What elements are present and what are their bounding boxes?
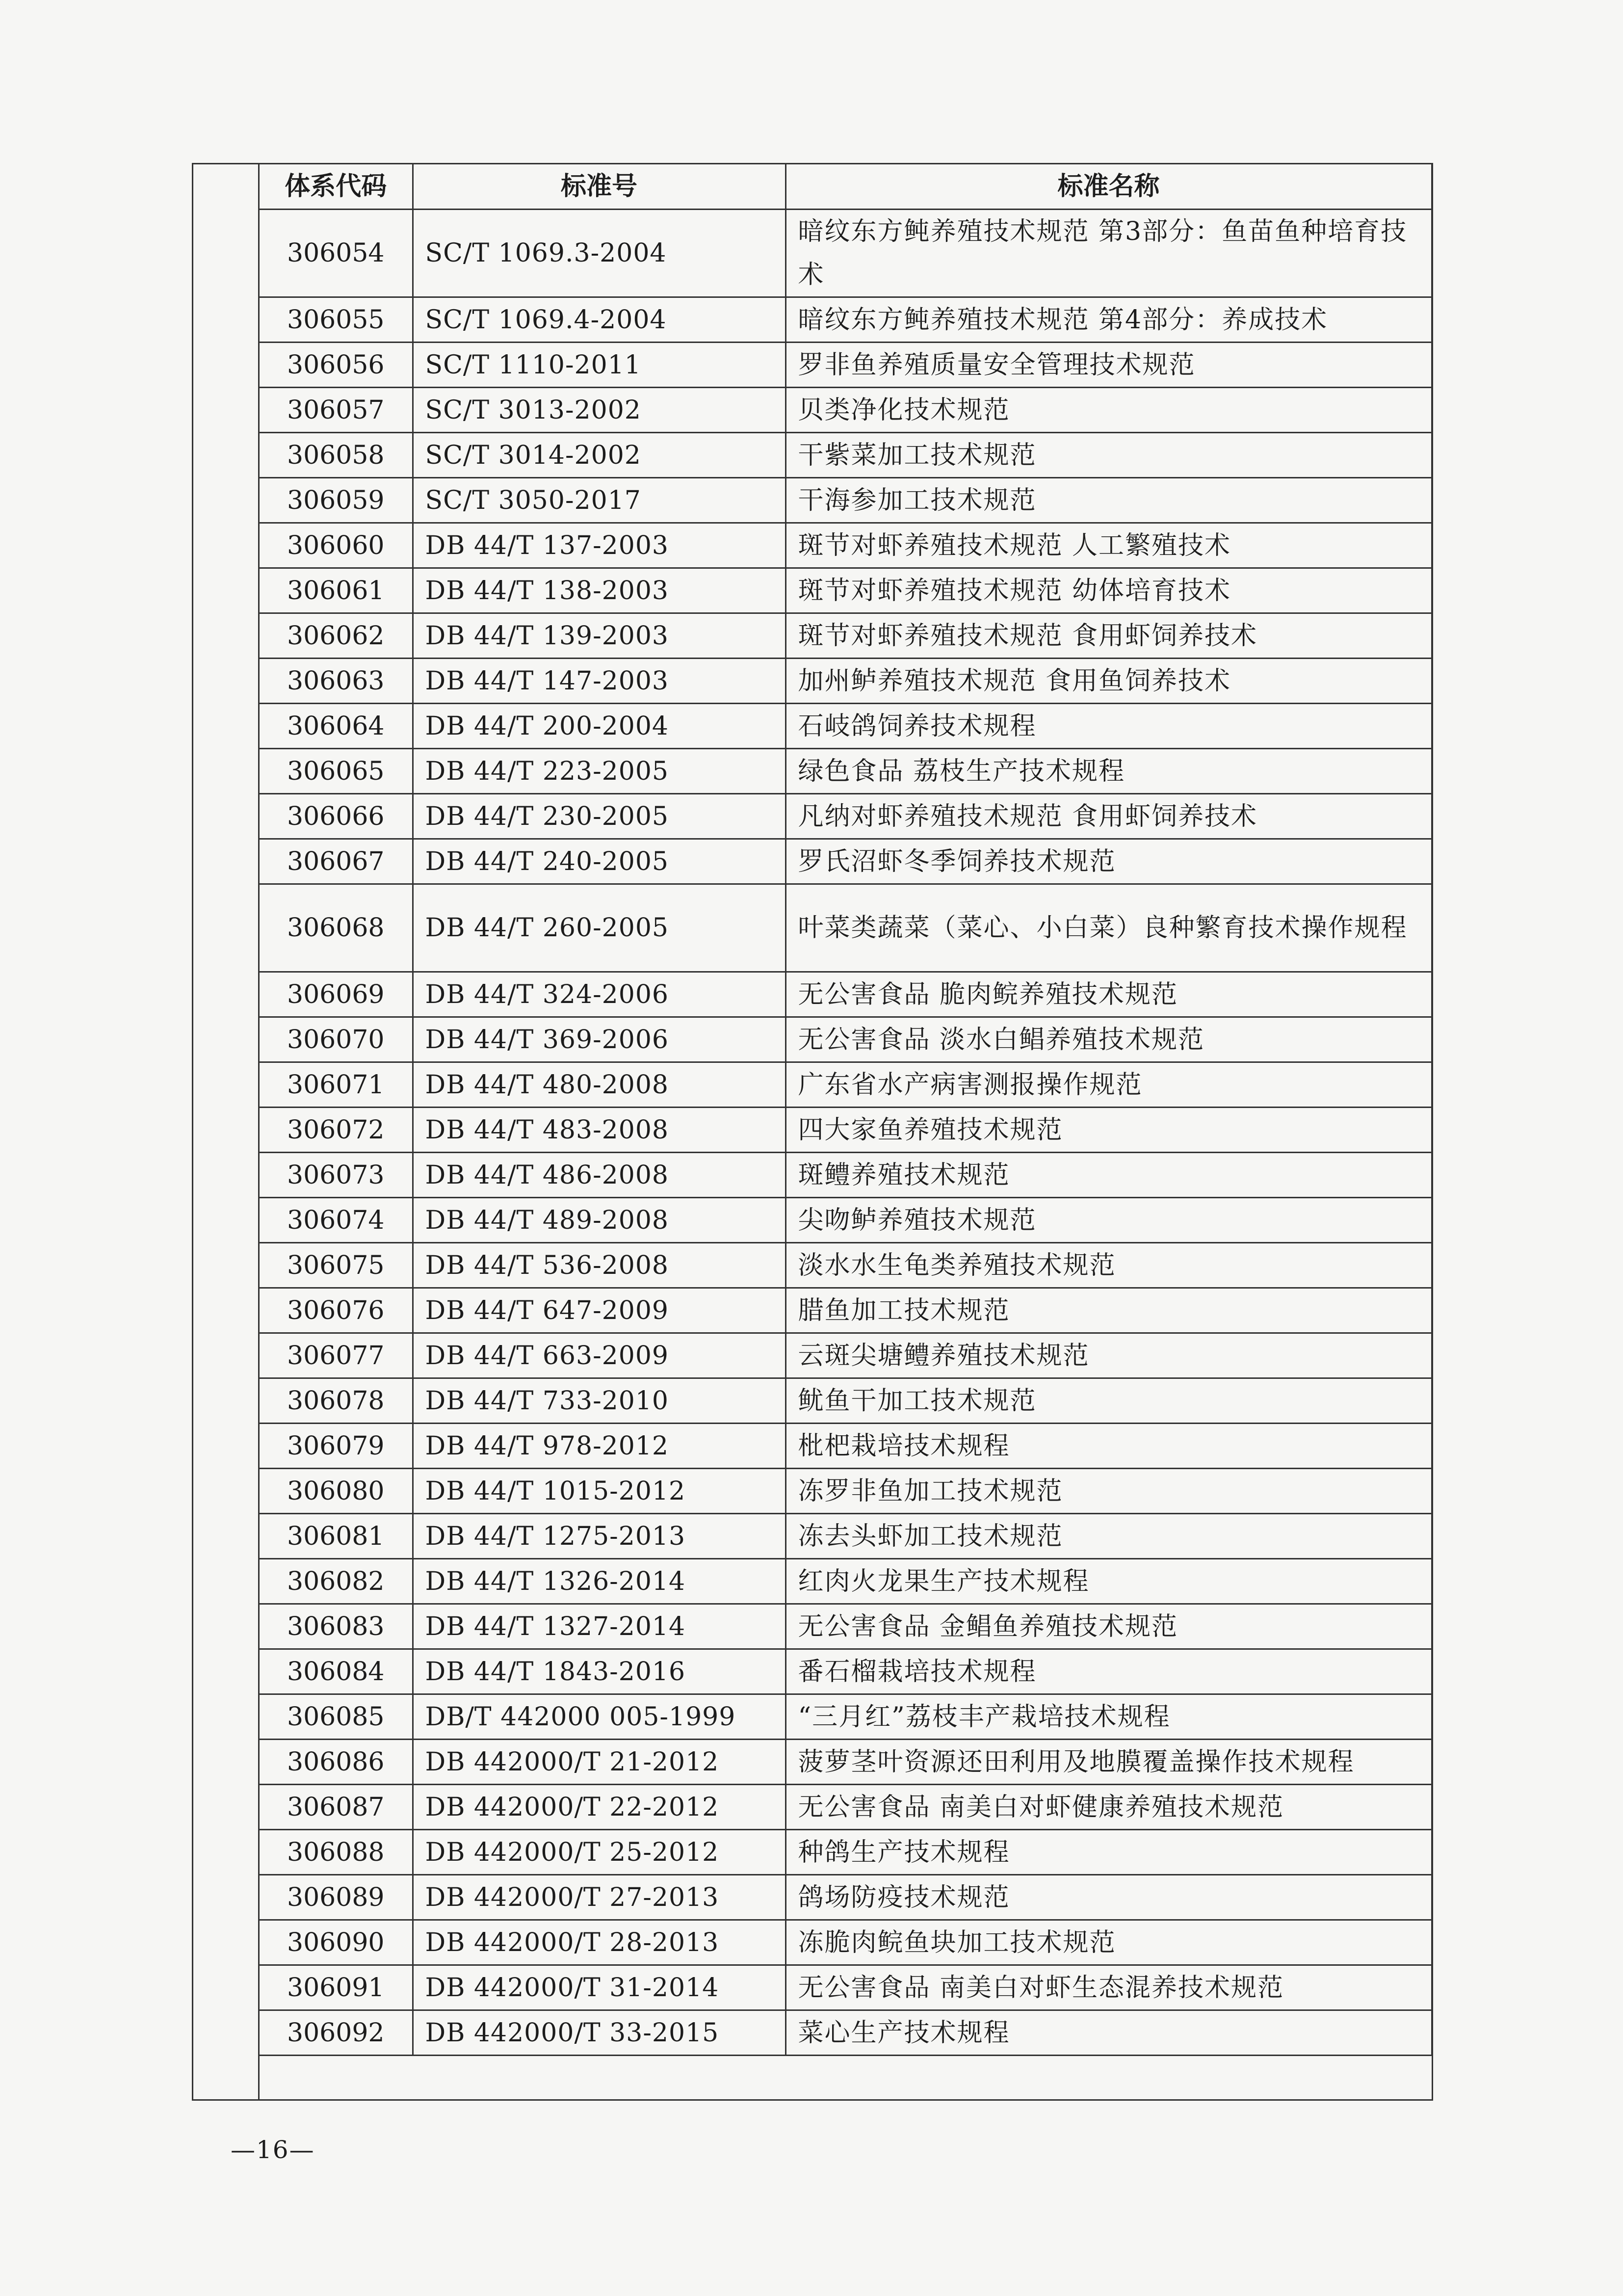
standard-name-cell: 淡水水生龟类养殖技术规范 (785, 1243, 1432, 1288)
standard-number-cell: DB 442000/T 28-2013 (413, 1920, 785, 1965)
standard-name-cell: 冻罗非鱼加工技术规范 (785, 1469, 1432, 1514)
system-code-cell: 306074 (260, 1198, 413, 1243)
system-code-cell: 306092 (260, 2010, 413, 2056)
standard-number-cell: DB 44/T 1275-2013 (413, 1514, 785, 1559)
system-code-cell: 306064 (260, 704, 413, 749)
system-code-cell: 306079 (260, 1424, 413, 1469)
system-code-cell: 306061 (260, 568, 413, 613)
system-code-cell: 306055 (260, 297, 413, 343)
header-standard-number: 标准号 (413, 164, 785, 210)
system-code-cell: 306088 (260, 1830, 413, 1875)
page-number: —16— (231, 2136, 315, 2164)
standard-name-cell: 凡纳对虾养殖技术规范 食用虾饲养技术 (785, 794, 1432, 839)
system-code-cell: 306065 (260, 749, 413, 794)
standard-name-cell: 冻去头虾加工技术规范 (785, 1514, 1432, 1559)
standard-name-cell: 无公害食品 金鲳鱼养殖技术规范 (785, 1604, 1432, 1649)
standard-number-cell: DB 44/T 223-2005 (413, 749, 785, 794)
table-row (260, 1740, 1432, 1785)
table-row (260, 1785, 1432, 1830)
standard-number-cell: DB 44/T 733-2010 (413, 1378, 785, 1424)
standard-name-cell: 绿色食品 荔枝生产技术规程 (785, 749, 1432, 794)
standard-number-cell: DB 44/T 483-2008 (413, 1108, 785, 1153)
standard-number-cell: DB 442000/T 22-2012 (413, 1785, 785, 1830)
standard-name-cell: 干紫菜加工技术规范 (785, 433, 1432, 478)
standard-number-cell: DB 44/T 137-2003 (413, 523, 785, 568)
standard-name-cell: 冻脆肉鲩鱼块加工技术规范 (785, 1920, 1432, 1965)
standard-number-cell: DB 44/T 663-2009 (413, 1333, 785, 1378)
standard-number-cell: DB 44/T 324-2006 (413, 972, 785, 1017)
standard-number-cell: DB 44/T 647-2009 (413, 1288, 785, 1333)
standard-number-cell: DB 44/T 1327-2014 (413, 1604, 785, 1649)
system-code-cell: 306068 (260, 884, 413, 972)
header-standard-name: 标准名称 (785, 164, 1432, 210)
table-row (260, 1378, 1432, 1424)
system-code-cell: 306090 (260, 1920, 413, 1965)
standard-name-cell: 鱿鱼干加工技术规范 (785, 1378, 1432, 1424)
standard-number-cell: DB/T 442000 005-1999 (413, 1694, 785, 1740)
table-row (260, 1153, 1432, 1198)
system-code-cell: 306086 (260, 1740, 413, 1785)
table-row (260, 1469, 1432, 1514)
system-code-cell: 306080 (260, 1469, 413, 1514)
standard-number-cell: DB 442000/T 21-2012 (413, 1740, 785, 1785)
table-row (260, 659, 1432, 704)
table-row (260, 1875, 1432, 1920)
system-code-cell: 306075 (260, 1243, 413, 1288)
standard-name-cell: 种鸽生产技术规程 (785, 1830, 1432, 1875)
standards-table-frame (192, 163, 1433, 2101)
standard-name-cell: 菜心生产技术规程 (785, 2010, 1432, 2056)
system-code-cell: 306063 (260, 659, 413, 704)
standard-number-cell: DB 44/T 147-2003 (413, 659, 785, 704)
standard-name-cell: 斑节对虾养殖技术规范 食用虾饲养技术 (785, 613, 1432, 659)
system-code-cell: 306058 (260, 433, 413, 478)
system-code-cell: 306084 (260, 1649, 413, 1694)
table-row (260, 1198, 1432, 1243)
standard-number-cell: SC/T 3050-2017 (413, 478, 785, 523)
table-row (260, 1017, 1432, 1062)
system-code-cell: 306082 (260, 1559, 413, 1604)
standard-name-cell: 枇杷栽培技术规程 (785, 1424, 1432, 1469)
system-code-cell: 306069 (260, 972, 413, 1017)
standard-number-cell: DB 44/T 369-2006 (413, 1017, 785, 1062)
standard-number-cell: DB 44/T 1015-2012 (413, 1469, 785, 1514)
standard-number-cell: DB 442000/T 25-2012 (413, 1830, 785, 1875)
category-column (193, 164, 260, 2099)
system-code-cell: 306056 (260, 343, 413, 388)
standard-number-cell: SC/T 1069.4-2004 (413, 297, 785, 343)
standard-number-cell: DB 44/T 536-2008 (413, 1243, 785, 1288)
standard-number-cell: DB 442000/T 33-2015 (413, 2010, 785, 2056)
system-code-cell: 306057 (260, 388, 413, 433)
system-code-cell: 306077 (260, 1333, 413, 1378)
table-row (260, 1424, 1432, 1469)
table-row (260, 433, 1432, 478)
table-row (260, 1108, 1432, 1153)
standard-name-cell: 暗纹东方鲀养殖技术规范 第4部分：养成技术 (785, 297, 1432, 343)
system-code-cell: 306089 (260, 1875, 413, 1920)
standard-number-cell: SC/T 1110-2011 (413, 343, 785, 388)
standard-number-cell: DB 44/T 1843-2016 (413, 1649, 785, 1694)
standard-name-cell: 斑节对虾养殖技术规范 幼体培育技术 (785, 568, 1432, 613)
table-row (260, 972, 1432, 1017)
table-row (260, 884, 1432, 972)
table-row (260, 343, 1432, 388)
standard-name-cell: 斑节对虾养殖技术规范 人工繁殖技术 (785, 523, 1432, 568)
standard-number-cell: DB 44/T 138-2003 (413, 568, 785, 613)
system-code-cell: 306066 (260, 794, 413, 839)
table-row (260, 1062, 1432, 1108)
table-row (260, 1514, 1432, 1559)
system-code-cell: 306062 (260, 613, 413, 659)
standard-name-cell: 贝类净化技术规范 (785, 388, 1432, 433)
system-code-cell: 306078 (260, 1378, 413, 1424)
system-code-cell: 306070 (260, 1017, 413, 1062)
standard-name-cell: 无公害食品 脆肉鲩养殖技术规范 (785, 972, 1432, 1017)
table-row (260, 388, 1432, 433)
standard-name-cell: 菠萝茎叶资源还田利用及地膜覆盖操作技术规程 (785, 1740, 1432, 1785)
standard-name-cell: 叶菜类蔬菜（菜心、小白菜）良种繁育技术操作规程 (785, 884, 1432, 972)
system-code-cell: 306072 (260, 1108, 413, 1153)
standard-name-cell: 番石榴栽培技术规程 (785, 1649, 1432, 1694)
standard-name-cell: 加州鲈养殖技术规范 食用鱼饲养技术 (785, 659, 1432, 704)
standard-name-cell: “三月红”荔枝丰产栽培技术规程 (785, 1694, 1432, 1740)
standard-name-cell: 红肉火龙果生产技术规程 (785, 1559, 1432, 1604)
system-code-cell: 306060 (260, 523, 413, 568)
standard-name-cell: 腊鱼加工技术规范 (785, 1288, 1432, 1333)
standard-name-cell: 鸽场防疫技术规范 (785, 1875, 1432, 1920)
standard-name-cell: 罗非鱼养殖质量安全管理技术规范 (785, 343, 1432, 388)
table-row (260, 478, 1432, 523)
table-row (260, 1288, 1432, 1333)
system-code-cell: 306054 (260, 210, 413, 297)
standard-name-cell: 无公害食品 南美白对虾生态混养技术规范 (785, 1965, 1432, 2010)
standard-number-cell: DB 44/T 230-2005 (413, 794, 785, 839)
standard-name-cell: 四大家鱼养殖技术规范 (785, 1108, 1432, 1153)
system-code-cell: 306091 (260, 1965, 413, 2010)
table-row (260, 210, 1432, 297)
standard-number-cell: DB 44/T 480-2008 (413, 1062, 785, 1108)
system-code-cell: 306076 (260, 1288, 413, 1333)
system-code-cell: 306073 (260, 1153, 413, 1198)
table-row (260, 1920, 1432, 1965)
system-code-cell: 306083 (260, 1604, 413, 1649)
standards-table (260, 164, 1433, 2056)
table-row (260, 2010, 1432, 2056)
system-code-cell: 306067 (260, 839, 413, 884)
standard-number-cell: DB 44/T 1326-2014 (413, 1559, 785, 1604)
table-row (260, 1830, 1432, 1875)
standard-number-cell: DB 44/T 260-2005 (413, 884, 785, 972)
standard-name-cell: 干海参加工技术规范 (785, 478, 1432, 523)
system-code-cell: 306085 (260, 1694, 413, 1740)
table-row (260, 297, 1432, 343)
standard-number-cell: SC/T 1069.3-2004 (413, 210, 785, 297)
table-row (260, 794, 1432, 839)
standard-name-cell: 暗纹东方鲀养殖技术规范 第3部分：鱼苗鱼种培育技术 (785, 210, 1432, 297)
header-system-code: 体系代码 (260, 164, 413, 210)
standard-number-cell: SC/T 3014-2002 (413, 433, 785, 478)
standard-number-cell: DB 44/T 978-2012 (413, 1424, 785, 1469)
table-row (260, 1333, 1432, 1378)
table-row (260, 613, 1432, 659)
standard-number-cell: DB 442000/T 31-2014 (413, 1965, 785, 2010)
standard-number-cell: DB 44/T 486-2008 (413, 1153, 785, 1198)
standard-name-cell: 无公害食品 淡水白鲳养殖技术规范 (785, 1017, 1432, 1062)
standard-name-cell: 石岐鸽饲养技术规程 (785, 704, 1432, 749)
standard-name-cell: 云斑尖塘鳢养殖技术规范 (785, 1333, 1432, 1378)
standard-number-cell: DB 44/T 489-2008 (413, 1198, 785, 1243)
standard-number-cell: DB 44/T 240-2005 (413, 839, 785, 884)
standard-number-cell: DB 44/T 139-2003 (413, 613, 785, 659)
standard-name-cell: 罗氏沼虾冬季饲养技术规范 (785, 839, 1432, 884)
standard-number-cell: DB 442000/T 27-2013 (413, 1875, 785, 1920)
table-row (260, 749, 1432, 794)
system-code-cell: 306071 (260, 1062, 413, 1108)
standard-number-cell: DB 44/T 200-2004 (413, 704, 785, 749)
table-header-row (260, 164, 1432, 210)
table-row (260, 839, 1432, 884)
system-code-cell: 306059 (260, 478, 413, 523)
system-code-cell: 306087 (260, 1785, 413, 1830)
standard-name-cell: 尖吻鲈养殖技术规范 (785, 1198, 1432, 1243)
table-row (260, 704, 1432, 749)
table-row (260, 523, 1432, 568)
table-row (260, 1649, 1432, 1694)
standard-name-cell: 广东省水产病害测报操作规范 (785, 1062, 1432, 1108)
standard-number-cell: SC/T 3013-2002 (413, 388, 785, 433)
standard-name-cell: 无公害食品 南美白对虾健康养殖技术规范 (785, 1785, 1432, 1830)
table-row (260, 1694, 1432, 1740)
standard-name-cell: 斑鳢养殖技术规范 (785, 1153, 1432, 1198)
table-row (260, 1559, 1432, 1604)
table-row (260, 1604, 1432, 1649)
table-row (260, 1965, 1432, 2010)
system-code-cell: 306081 (260, 1514, 413, 1559)
table-row (260, 1243, 1432, 1288)
table-row (260, 568, 1432, 613)
